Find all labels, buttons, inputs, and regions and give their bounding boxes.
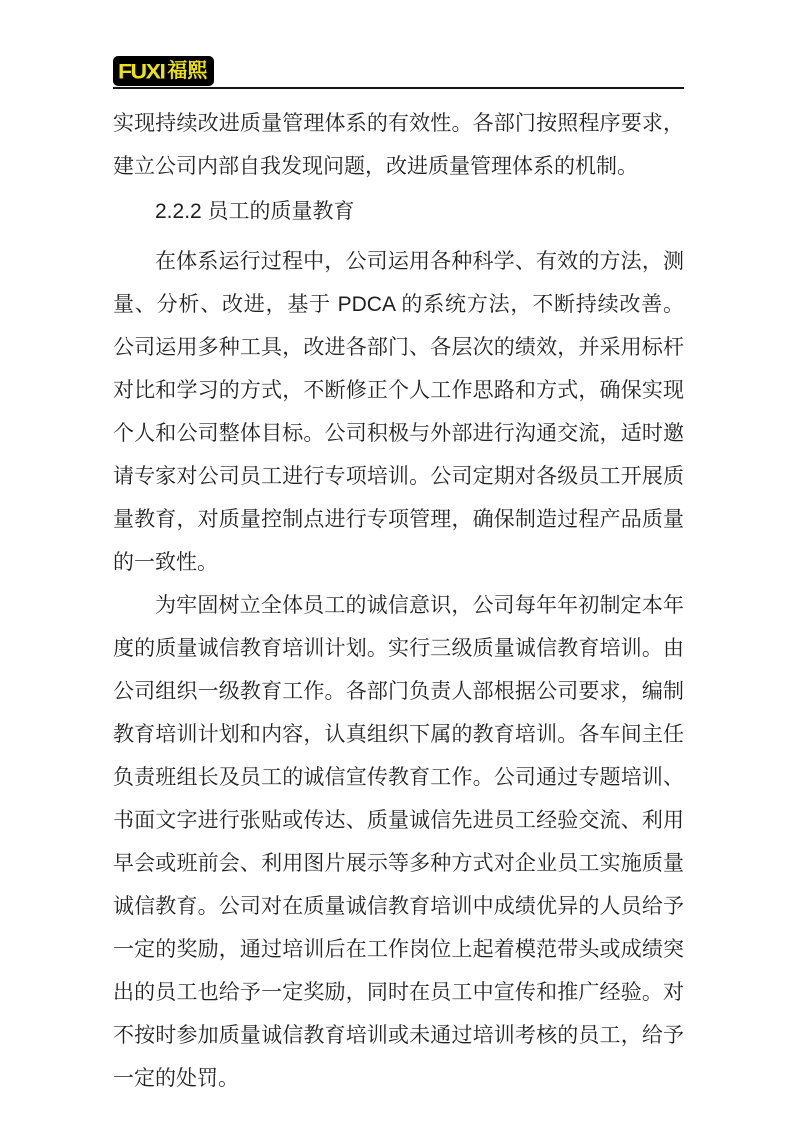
paragraph-continuation: 实现持续改进质量管理体系的有效性。各部门按照程序要求，建立公司内部自我发现问题，改进质量管理体系的机制。 [113, 112, 684, 178]
page-content [113, 0, 684, 1100]
paragraph-integrity-training: 为牢固树立全体员工的诚信意识，公司每年年初制定本年度的质量诚信教育培训计划。实行三级质量诚信教育培训。由公司组织一级教育工作。各部门负责人部根据公司要求，编制教育培训计划和内容，认真组织下属的教育培训。各车间主任负责班组长及员工的诚信宣传教育工作。公司通过专题培训、书面文字进行张贴或传达、质量诚信先进员工经验交流、利用早会或班前会、利用图片展示等多种方式对企业员工实施质量诚信教育。公司对在质量诚信教育培训中成绩优异的人员给予一定的奖励，通过培训后在工作岗位上起着模范带头或成绩突出的员工也给予一定奖励，同时在员工中宣传和推广经验。对不按时参加质量诚信教育培训或未通过培训考核的员工，给予一定的处罚。 [113, 594, 684, 1090]
logo-cjk-text: 福熙 [167, 60, 208, 82]
company-logo [113, 56, 214, 86]
page-header [113, 56, 684, 89]
header-divider [113, 87, 684, 89]
section-heading: 2.2.2 员工的质量教育 [155, 200, 355, 223]
paragraph-quality-education: 在体系运行过程中，公司运用各种科学、有效的方法，测量、分析、改进，基于 PDCA 的系统方法，不断持续改善。公司运用多种工具，改进各部门、各层次的绩效，并采用标杆对比和学习的方式，不断修正个人工作思路和方式，确保实现个人和公司整体目标。公司积极与外部进行沟通交流，适时邀请专家对公司员工进行专项培训。公司定期对各级员工开展质量教育，对质量控制点进行专项管理，确保制造过程产品质量的一致性。 [113, 250, 684, 574]
logo-latin-text: FUXI [118, 58, 165, 83]
